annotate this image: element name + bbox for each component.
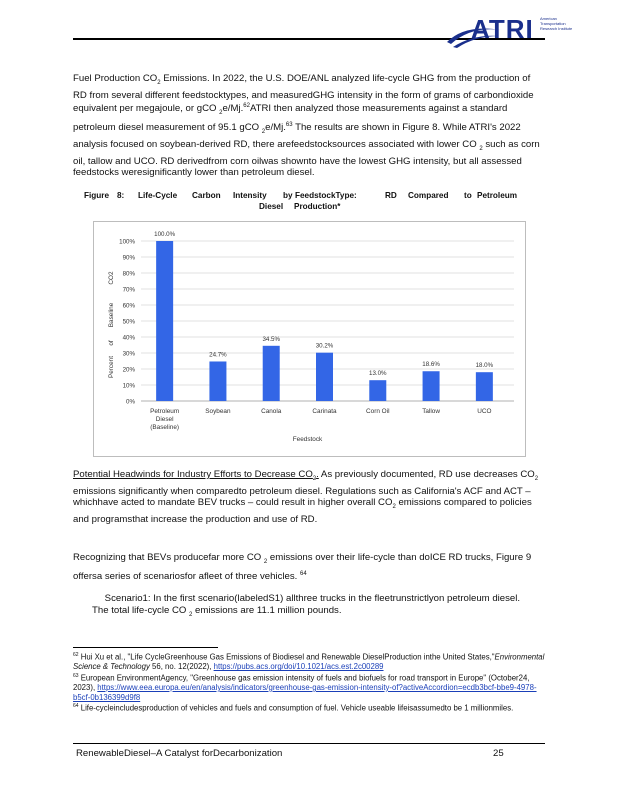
data-label: 18.6% [422,361,440,369]
y-tick-label: 50% [122,318,135,326]
bar [316,353,333,401]
headwinds-heading: Potential Headwinds for Industry Efforts to Decrease $CO_2$. [73,469,319,482]
paragraph-bev-scenarios: Recognizing that BEVs producefar more CO $_2$ emissions over their life-cycle than doICE RD trucks, Figure 9 offersa series of scenariosfor afleet of three vehicles. $^{64}$ [73,552,532,582]
data-label: 34.5% [262,335,280,343]
bullet-scenario-1: Scenario1: In the first scenario(labeledS1) allthree trucks in the fleetrunstrictlyon petroleum diesel. The total life-cycle CO $_2$ emissions are 11.1 million pounds. [92,593,521,618]
y-tick-label: 90% [122,254,135,262]
x-tick-label: UCO [477,408,492,415]
data-label: 13.0% [369,370,387,378]
y-tick-label: 30% [122,350,135,358]
footnote-63-link[interactable]: https://www.eea.europa.eu/en/analysis/indicators/greenhouse-gas-emission-intensity-of?activeAccordion=ecdb3bcf-bbe9-4978-b5cf-0b136399d9f8 [73,682,537,702]
y-tick-label: 0% [126,398,135,406]
x-tick-label: Petroleum [150,408,180,415]
footer-title: RenewableDiesel–A Catalyst forDecarbonization [76,748,283,759]
y-axis-label: CO2 [108,271,115,285]
y-tick-label: 70% [122,286,135,294]
footnote-64: $^{64}$ Life-cycleincludesproduction of vehicles and fuels and consumption of fuel. Vehicle useable lifeisassumedto be 1 millionmiles. [73,703,514,713]
y-tick-label: 100% [119,238,135,246]
x-tick-label: Corn Oil [366,408,390,415]
chart-figure-8 [93,221,526,457]
paragraph-headwinds: Potential Headwinds for Industry Efforts to Decrease $CO_2$. As previously documented, RD use decreases $CO_2$ emissions significantly when comparedto petroleum diesel. Regulations such as California's ACF and ACT – whichhave acted to mandate BEV trucks – could result in higher overall $CO_2$ emissions compared to policies and programsthat increase the production and use of RD. [73,469,539,525]
data-label: 100.0% [154,231,176,238]
bar [476,372,493,401]
bar [156,241,173,401]
footnote-rule [73,647,218,648]
logo-tagline: American Transportation Research Institute [540,16,573,31]
data-label: 30.2% [315,342,334,350]
bar [423,371,440,401]
bar [369,380,386,401]
x-tick-label: (Baseline) [150,424,180,431]
y-tick-label: 10% [122,382,135,390]
atri-logo [443,12,573,56]
footnotes [73,651,551,713]
x-tick-label: Canola [261,408,282,415]
x-tick-label: Soybean [205,408,231,415]
footnote-63: $^{63}$ European EnvironmentAgency, "Greenhouse gas emission intensity of fuels and biofuels for road transport in Europe" (October24, 2023), https://www.eea.europa.eu/en/analysis/indicators/greenhouse-gas-emission-intensity-of?activeAccordion=ecdb3bcf-bbe9-4978-b5cf-0b136399d9f8 [73,672,537,702]
y-axis-label: Baseline [108,302,115,328]
x-tick-label: Tallow [422,408,440,415]
y-tick-label: 20% [122,366,135,374]
footnote-62-link[interactable]: https://pubs.acs.org/doi/10.1021/acs.est.2c00289 [213,662,384,672]
bar-chart [94,222,525,456]
y-tick-label: 40% [122,334,135,342]
x-axis-label: Feedstock [292,436,323,443]
data-label: 18.0% [475,362,494,370]
y-tick-label: 80% [122,270,135,278]
bar [209,361,226,401]
x-tick-label: Carinata [312,408,337,415]
data-label: 24.7% [209,351,227,359]
logo-text: ATRI [471,14,534,44]
y-tick-label: 60% [122,302,135,310]
footer-rule [73,743,545,744]
paragraph-fuel-production: Fuel Production $CO_2$ Emissions. In 2022, the U.S. DOE/ANL analyzed life-cycle GHG from the production of RD from several different feedstocktypes, and measuredGHG intensity in the form of grams of carbondioxide equivalent per megajoule, or gCO $_2$e/Mj.$^{62}$ATRI then analyzed those measurements against a standard petroleum diesel measurement of 95.1 gCO $_2$e/Mj.$^{63}$ The results are shown in Figure 8. While ATRI's 2022 analysis focused on soybean-derived RD, there arefeedstocksources associated with lower CO $_2$ such as corn oil, tallow and UCO. RD derivedfrom corn oilwas shownto have the lowest GHG intensity, but all assessed feedstocks weresignificantly lower than petroleum diesel. [73,73,540,179]
y-axis-label: Percent [108,355,115,379]
page-number: 25 [493,748,504,759]
footnote-62: $^{62}$ Hui Xu et al., "Life CycleGreenhouse Gas Emissions of Biodiesel and Renewable DieselProduction inthe United States,"Environmental Science & Technology 56, no. 12(2022), https://pubs.acs.org/doi/10.1021/acs.est.2c00289 [73,652,545,672]
y-axis-label: of [108,340,115,346]
x-tick-label: Diesel [155,416,174,423]
bar [263,346,280,401]
